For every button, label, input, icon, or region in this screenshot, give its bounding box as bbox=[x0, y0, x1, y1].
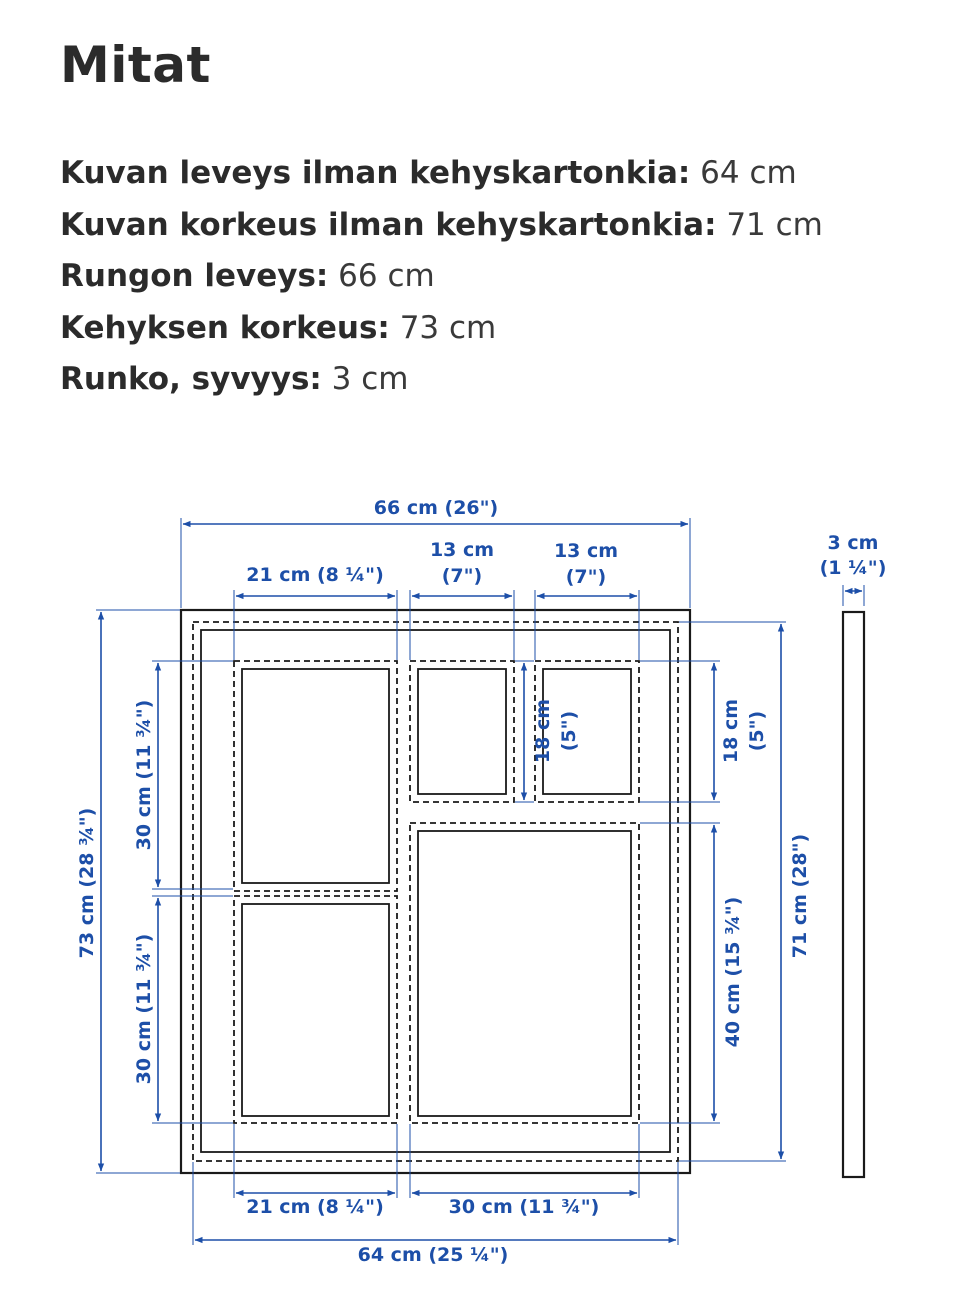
dimension-labels bbox=[76, 497, 886, 1266]
spec-label: Rungon leveys: bbox=[60, 258, 329, 294]
opening-small-1-outline bbox=[410, 661, 514, 802]
spec-label: Kehyksen korkeus: bbox=[60, 309, 390, 346]
spec-label: Kuvan leveys ilman kehyskartonkia: bbox=[60, 155, 691, 191]
opening-small-2 bbox=[543, 669, 631, 794]
label-small1-width-in: (7") bbox=[441, 565, 483, 587]
label-depth-in: (1 ¼") bbox=[819, 557, 887, 579]
spec-value: 73 cm bbox=[399, 309, 497, 346]
spec-value: 71 cm bbox=[726, 206, 823, 243]
frame-inner-edge bbox=[201, 630, 670, 1152]
label-top-left-width: 21 cm (8 ¼") bbox=[246, 564, 384, 586]
page-title: Mitat bbox=[60, 36, 211, 94]
spec-value: 3 cm bbox=[331, 361, 409, 397]
opening-small-1 bbox=[418, 669, 506, 794]
label-small-height-right-in: (5") bbox=[746, 710, 768, 752]
opening-large bbox=[418, 831, 631, 1116]
label-left-upper-height: 30 cm (11 ¾") bbox=[133, 699, 155, 851]
label-small-height-mid-in: (5") bbox=[558, 710, 580, 752]
label-small-height-mid-cm: 18 cm bbox=[532, 698, 554, 764]
label-frame-width: 66 cm (26") bbox=[373, 497, 499, 519]
spec-label: Runko, syvyys: bbox=[60, 361, 322, 397]
opening-left-bottom bbox=[242, 904, 389, 1116]
dimension-arrows bbox=[101, 524, 862, 1240]
spec-value: 64 cm bbox=[700, 155, 797, 191]
label-picture-height: 71 cm (28") bbox=[789, 833, 811, 959]
opening-large-outline bbox=[410, 823, 639, 1123]
opening-left-bottom-outline bbox=[234, 896, 397, 1123]
label-large-height: 40 cm (15 ¾") bbox=[722, 896, 744, 1048]
opening-left-top-outline bbox=[234, 661, 397, 891]
spec-label: Kuvan korkeus ilman kehyskartonkia: bbox=[60, 206, 717, 243]
frame-drawing bbox=[181, 610, 864, 1177]
label-frame-height: 73 cm (28 ¾") bbox=[76, 807, 98, 959]
label-small-height-right-cm: 18 cm bbox=[720, 698, 742, 764]
label-picture-width: 64 cm (25 ¼") bbox=[357, 1244, 509, 1266]
opening-left-top bbox=[242, 669, 389, 883]
frame-side-profile bbox=[843, 612, 864, 1177]
extension-lines bbox=[96, 518, 864, 1245]
spec-value: 66 cm bbox=[338, 258, 435, 294]
label-bottom-left-width: 21 cm (8 ¼") bbox=[246, 1196, 384, 1218]
label-left-lower-height: 30 cm (11 ¾") bbox=[133, 933, 155, 1085]
label-small1-width-cm: 13 cm bbox=[429, 539, 495, 561]
label-small2-width-in: (7") bbox=[565, 566, 607, 588]
label-small2-width-cm: 13 cm bbox=[553, 540, 619, 562]
label-depth-cm: 3 cm bbox=[827, 532, 879, 554]
label-bottom-right-width: 30 cm (11 ¾") bbox=[448, 1196, 600, 1218]
